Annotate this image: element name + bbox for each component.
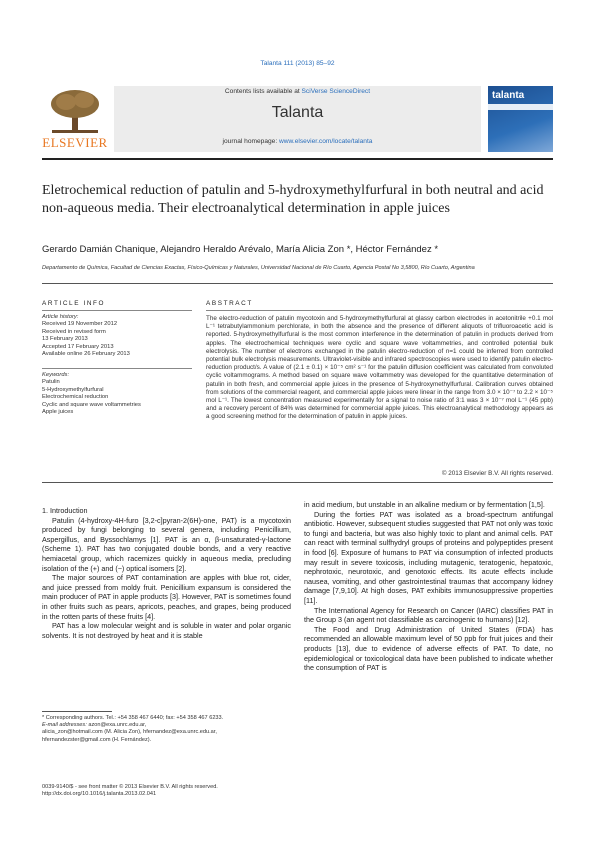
email-line[interactable]: hfernandezster@gmail.com (H. Fernández). bbox=[42, 736, 152, 743]
paragraph: PAT has a low molecular weight and is soluble in water and polar organic solvents. It is not destroyed by heat and it is stable bbox=[42, 621, 291, 640]
section-heading-introduction: 1. Introduction bbox=[42, 506, 88, 515]
author-list: Gerardo Damián Chanique, Alejandro Heraldo Arévalo, María Alicia Zon *, Héctor Fernández * bbox=[42, 244, 439, 255]
elsevier-wordmark: ELSEVIER bbox=[42, 135, 108, 150]
keyword-item: Cyclic and square wave voltammetries bbox=[42, 401, 141, 408]
journal-header bbox=[42, 86, 553, 152]
header-divider bbox=[42, 158, 553, 160]
history-item: Available online 26 February 2013 bbox=[42, 351, 130, 358]
issn-line: 0039-9140/$ - see front matter © 2013 Elsevier B.V. All rights reserved. bbox=[42, 784, 218, 790]
email-address[interactable]: azon@exa.unrc.edu.ar, bbox=[88, 722, 147, 729]
issn-doi bbox=[42, 784, 292, 798]
journal-homepage bbox=[114, 138, 481, 145]
keyword-item: Electrochemical reduction bbox=[42, 394, 109, 401]
contents-line bbox=[114, 88, 481, 95]
corresponding-author-footnote bbox=[42, 715, 292, 744]
paragraph: The major sources of PAT contamination are apples with blue rot, cider, and juice pressed from moldy fruit. Penicillium expansum is considered the main producer of PAT in apple products [3]. However, PAT is sometimes found in other fruits such as pears, apricots, peaches, and grapes, being produced in the rotten parts of these fruits [4]. bbox=[42, 573, 291, 621]
keywords-label: Keywords: bbox=[42, 372, 70, 378]
history-item: 13 February 2013 bbox=[42, 336, 88, 343]
journal-name: Talanta bbox=[271, 104, 324, 121]
paragraph: The Food and Drug Administration of United States (FDA) has recommended an allowable maximum level of 50 ppb for fruit juices and their products [13], due to evidence of adverse effects of PAT. To date, no epidemiological or toxicological data have been published to indicate whether the consumption of PAT is bbox=[304, 624, 553, 673]
journal-banner bbox=[114, 86, 481, 152]
homepage-prefix: journal homepage: bbox=[222, 138, 279, 145]
keywords bbox=[42, 372, 194, 416]
history-item: Received 19 November 2012 bbox=[42, 321, 118, 328]
history-item: Received in revised form bbox=[42, 328, 106, 335]
keyword-item: Apple juices bbox=[42, 409, 74, 416]
history-label: Article history: bbox=[42, 314, 79, 320]
cover-title: talanta bbox=[492, 90, 525, 101]
history-item: Accepted 17 February 2013 bbox=[42, 343, 114, 350]
paper-title: Eletrochemical reduction of patulin and 5-hydroxymethylfurfural in both neutral and acid non-aqueous media. Their electroanalytical determination in apple juices bbox=[42, 183, 544, 216]
email-line[interactable]: alicia_zon@hotmail.com (M. Alicia Zon), hfernandez@exa.unrc.edu.ar, bbox=[42, 729, 217, 736]
article-info-heading: ARTICLE INFO bbox=[42, 300, 106, 307]
body-column-right bbox=[304, 500, 553, 673]
paragraph: in acid medium, but unstable in an alkaline medium or by fermentation [1,5]. bbox=[304, 500, 545, 509]
contents-prefix: Contents lists available at bbox=[224, 88, 302, 95]
affiliation: Departamento de Química, Facultad de Ciencias Exactas, Físico-Químicas y Naturales, Universidad Nacional de Río Cuarto, Agencia Postal No 3,5800, Río Cuarto, Argentina bbox=[42, 265, 475, 271]
title-divider bbox=[42, 283, 553, 284]
corresponding-line: * Corresponding authors. Tel.: +54 358 467 6440; fax: +54 358 467 6233. bbox=[42, 715, 224, 721]
article-info-rule bbox=[42, 310, 192, 311]
abstract-text: The electro-reduction of patulin mycotoxin and 5-hydroxymethylfurfural at glassy carbon electrodes in acetonitrile +0.1 mol L⁻¹ tetrabutylammonium perchlorate, in both the absence and the presence of different aliquots of trifluoroacetic acid is reported. 5-hydroxymethylfurfural is the most common interference in the determination of patulin in products derived from apples. The electrochemical techniques were cyclic and square wave voltammetries, and controlled potential bulk electrolysis. The number of electrons exchanged in the patulin electro-reduction of n=1 could be inferred from controlled potential bulk electrolysis measurements. Ultraviolet-visible and infrared spectroscopies were used to identify patulin electro-reduction product/s. A value of (2.1 ± 0.1) × 10⁻⁵ cm² s⁻¹ for the patulin diffusion coefficient was calculated from convoluted cyclic voltammograms. A method based on square wave voltammetry was developed for the quantitative determination of patulin in both fresh, and commercial apple juices in the presence of 5-hydroxymethylfurfural. Calibration curves obtained from solutions of the commercial reagent, and commercial apple juices were linear in the range from 3.0 × 10⁻⁷ to 2.2 × 10⁻⁵ mol L⁻¹. The lowest concentration measured experimentally for a signal to noise ratio of 3:1 was 3 × 10⁻⁷ mol L⁻¹ (45 ppb) and a recovery percent of 84% was determined for commercial apple juices. This electroanalytical methodology appears as a good screening method for the determination of patulin in apple juices. bbox=[206, 315, 553, 421]
keywords-rule bbox=[42, 368, 192, 369]
homepage-link[interactable]: www.elsevier.com/locate/talanta bbox=[278, 138, 373, 145]
journal-cover-thumbnail bbox=[488, 86, 553, 152]
abstract-bottom-rule bbox=[42, 482, 553, 483]
paragraph: During the forties PAT was isolated as a broad-spectrum antifungal antibiotic. However, subsequent studies suggested that PAT not only was toxic to fungi and bacteria, but was also highly toxic to plant and animal cells. PAT can react with terminal sulfhydryl groups of proteins and polypeptides present in food [6]. Exposure of humans to PAT via consumption of infected products may result in severe toxicosis, including mutagenic, teratogenic, hepatoxic, nephrotoxic, neurotoxic, and genotoxic effects. Its acute effects include nausea, vomiting, and other gastrointestinal traumas that accompany kidney damage [7,9,10]. At high doses, PAT exhibits immunosuppressive properties [11]. bbox=[304, 509, 553, 605]
doi-link[interactable]: http://dx.doi.org/10.1016/j.talanta.2013.02.041 bbox=[42, 791, 157, 798]
keyword-item: Patulin bbox=[42, 379, 60, 386]
email-line bbox=[42, 722, 292, 729]
keyword-item: 5-Hydroxymethylfurfural bbox=[42, 386, 104, 393]
email-label: E-mail addresses: bbox=[42, 722, 87, 729]
sciencedirect-link[interactable]: SciVerse ScienceDirect bbox=[301, 88, 371, 95]
paragraph: Patulin (4-hydroxy-4H-furo [3,2-c]pyran-2(6H)-one, PAT) is a mycotoxin produced by fungi belonging to several genera, including Penicillium, Aspergillus, and Byssochlamys [1]. PAT is an α, β-unsaturated-γ-lactone (Scheme 1). PAT has two conjugated double bonds, and a very reactive hemiacetal group, which racemizes quickly in aqueous media, precluding isolation of the (+) and (−) optical isomers [2]. bbox=[42, 515, 291, 573]
footnote-rule bbox=[42, 711, 112, 712]
copyright-notice: © 2013 Elsevier B.V. All rights reserved. bbox=[441, 470, 553, 477]
elsevier-logo bbox=[42, 86, 108, 152]
abstract-heading: ABSTRACT bbox=[206, 300, 253, 307]
abstract-rule bbox=[206, 310, 553, 311]
paragraph: The International Agency for Research on Cancer (IARC) classifies PAT in the Group 3 (an agent not classifiable as carcinogenic to humans) [12]. bbox=[304, 605, 553, 625]
body-column-left bbox=[42, 506, 291, 640]
journal-reference[interactable]: Talanta 111 (2013) 85–92 bbox=[260, 60, 335, 67]
cover-band bbox=[488, 104, 553, 110]
article-history bbox=[42, 314, 194, 358]
tree-icon bbox=[48, 88, 102, 134]
